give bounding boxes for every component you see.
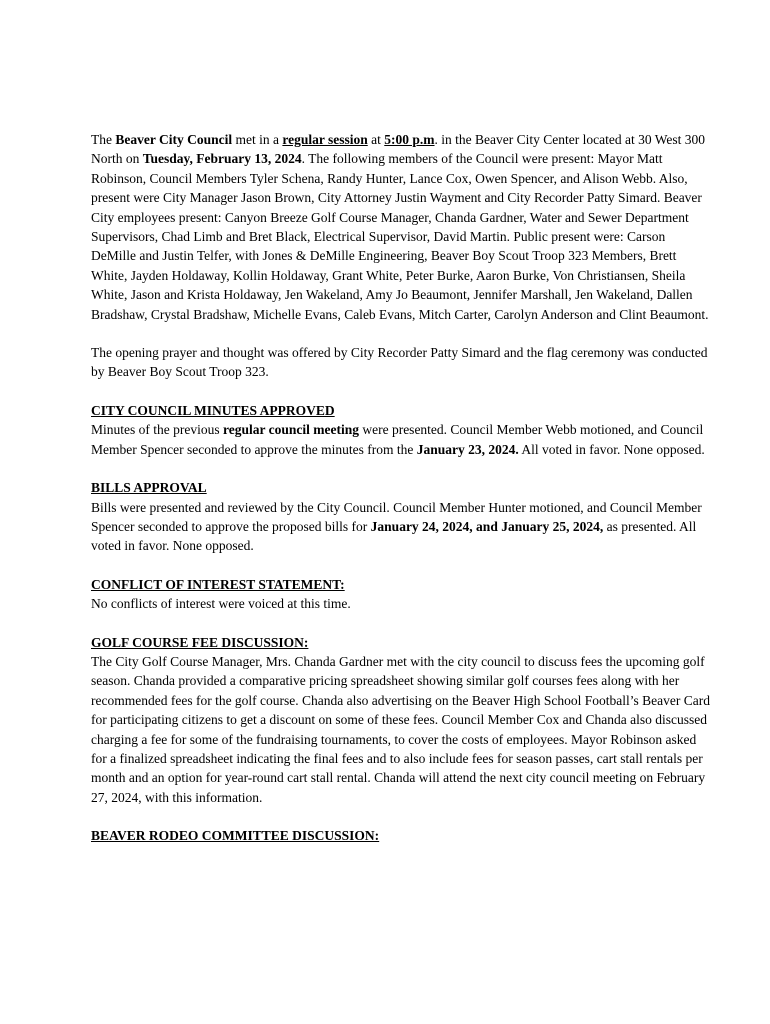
bills-heading: BILLS APPROVAL xyxy=(91,480,207,496)
prayer-paragraph: The opening prayer and thought was offered by City Recorder Patty Simard and the flag ceremony was conducted by Beaver Boy Scout Troop 323. xyxy=(91,345,708,380)
intro-text-5: . The following members of the Council were present: Mayor Matt Robinson, Council Members Tyler Schena, Randy Hunter, Lance Cox, Owen Spencer, and Alison Webb. Also, present were City Manager Jason Brown, City Attorney Justin Wayment and City Recorder Patty Simard. Beaver City employees present: Canyon Breeze Golf Course Manager, Chanda Gardner, Water and Sewer Department Supervisors, Chad Limb and Bret Black, Electrical Supervisor, David Martin. Public present were: Carson DeMille and Justin Telfer, with Jones & DeMille Engineering, Beaver Boy Scout Troop 323 Members, Brett White, Jayden Holdaway, Kollin Holdaway, Grant White, Peter Burke, Aaron Burke, Von Christiansen, Sheila White, Jason and Krista Holdaway, Jen Wakeland, Amy Jo Beaumont, Jennifer Marshall, Jen Wakeland, Dallen Bradshaw, Crystal Bradshaw, Michelle Evans, Caleb Evans, Mitch Carter, Carolyn Anderson and Clint Beaumont. xyxy=(91,151,709,322)
rodeo-section xyxy=(91,826,711,845)
bills-bold-dates: January 24, 2024, and January 25, 2024, xyxy=(370,518,604,534)
intro-text-2: met in a xyxy=(232,132,283,147)
intro-paragraph xyxy=(91,130,711,324)
bills-text-2: as presented. All voted in favor. None opposed. xyxy=(91,518,697,554)
minutes-body xyxy=(91,130,711,865)
session-type: regular session xyxy=(282,132,368,147)
intro-text-4: . in the Beaver City Center located at 30 West 300 North on xyxy=(91,132,705,167)
council-name: Beaver City Council xyxy=(115,132,233,147)
intro-text-1: The xyxy=(91,132,116,147)
conflict-section xyxy=(91,575,711,614)
minutes-text-1: Minutes of the previous xyxy=(91,422,223,438)
intro-text-3: at xyxy=(367,132,385,147)
meeting-date: Tuesday, February 13, 2024 xyxy=(142,151,302,167)
bills-text-1: Bills were presented and reviewed by the City Council. Council Member Hunter motioned, and Council Member Spencer seconded to approve the proposed bills for xyxy=(91,499,702,534)
minutes-bold-1: regular council meeting xyxy=(222,422,359,438)
conflict-paragraph: No conflicts of interest were voiced at this time. xyxy=(91,596,351,612)
minutes-text-3: All voted in favor. None opposed. xyxy=(518,441,705,457)
minutes-text-2: were presented. Council Member Webb motioned, and Council Member Spencer seconded to approve the minutes from the xyxy=(91,422,704,457)
bills-paragraph xyxy=(91,498,711,556)
meeting-time: 5:00 p.m xyxy=(384,132,435,147)
minutes-paragraph xyxy=(91,420,711,459)
bills-section xyxy=(91,478,711,556)
conflict-heading: CONFLICT OF INTEREST STATEMENT: xyxy=(91,576,345,592)
golf-section xyxy=(91,633,711,808)
golf-heading: GOLF COURSE FEE DISCUSSION: xyxy=(91,634,309,650)
rodeo-heading: BEAVER RODEO COMMITTEE DISCUSSION: xyxy=(91,828,380,844)
minutes-section xyxy=(91,401,711,459)
golf-paragraph: The City Golf Course Manager, Mrs. Chanda Gardner met with the city council to discuss fees the upcoming golf season. Chanda provided a comparative pricing spreadsheet showing similar golf courses fees along with her recommended fees for the golf course. Chanda also advertising on the Beaver High School Football’s Beaver Card for participating citizens to get a discount on some of these fees. Council Member Cox and Chanda also discussed charging a fee for some of the fundraising tournaments, to cover the costs of employees. Mayor Robinson asked for a finalized spreadsheet indicating the final fees and to also include fees for season passes, cart stall rentals per month and an option for year-round cart stall rental. Chanda will attend the next city council meeting on February 27, 2024, with this information. xyxy=(91,653,710,805)
minutes-heading: CITY COUNCIL MINUTES APPROVED xyxy=(91,402,335,418)
minutes-bold-2: January 23, 2024. xyxy=(416,441,519,457)
